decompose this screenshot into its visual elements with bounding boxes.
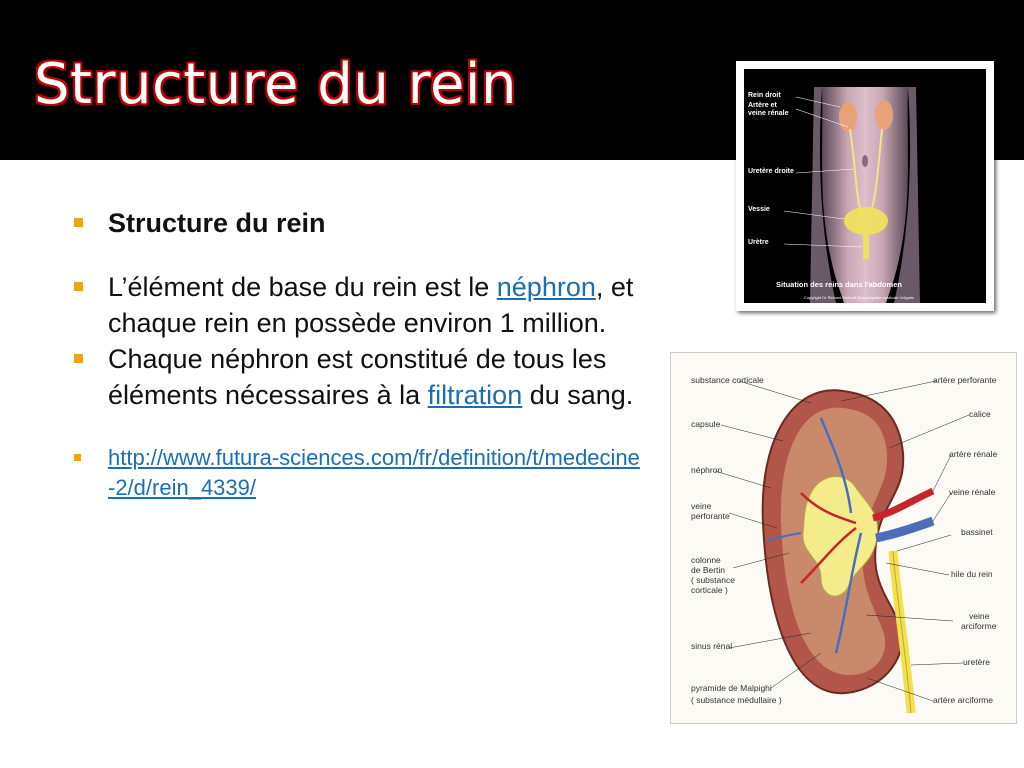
label-uretere-2: uretère bbox=[963, 657, 990, 667]
label-bassinet: bassinet bbox=[961, 527, 993, 537]
bullet-item bbox=[74, 269, 644, 341]
label-rein-droit: Rein droit bbox=[748, 92, 781, 99]
abdomen-figure bbox=[736, 61, 994, 311]
label-veine-perforante-2: perforante bbox=[691, 511, 730, 521]
bullet-text: du sang. bbox=[522, 380, 634, 410]
kidney-illustration bbox=[671, 353, 1016, 723]
nephron-link[interactable]: néphron bbox=[496, 272, 596, 302]
bullet-list bbox=[74, 205, 644, 503]
abdomen-image bbox=[744, 69, 986, 303]
label-colonne: colonne bbox=[691, 555, 721, 565]
label-de-bertin: de Bertin bbox=[691, 565, 726, 575]
bullet-item bbox=[74, 341, 644, 413]
bullet-marker bbox=[74, 354, 83, 363]
label-artere-arciforme: artère arciforme bbox=[933, 695, 993, 705]
label-capsule: capsule bbox=[691, 419, 721, 429]
bullet-marker bbox=[74, 218, 83, 227]
bullet-marker bbox=[74, 282, 83, 291]
label-pyramide: pyramide de Malpighi bbox=[691, 683, 772, 693]
label-uretere: Uretère droite bbox=[748, 168, 794, 175]
figure-copyright: Copyright Dr Richard Hartzoff-Encyclopédie médicale Vulgaris bbox=[804, 295, 915, 300]
futura-sciences-link[interactable]: http://www.futura-sciences.com/fr/definition/t/medecine-2/d/rein_4339/ bbox=[108, 445, 640, 500]
slide-title: Structure du rein bbox=[34, 52, 517, 117]
label-veine-renale: veine rénale bbox=[949, 487, 996, 497]
label-substance: ( substance bbox=[691, 575, 735, 585]
bullet-item bbox=[74, 205, 644, 241]
bullet-item bbox=[74, 443, 644, 503]
label-uretre: Urètre bbox=[748, 239, 769, 246]
kidney-diagram bbox=[670, 352, 1017, 724]
bullet-marker bbox=[74, 454, 81, 461]
label-corticale: corticale ) bbox=[691, 585, 728, 595]
label-veine-perforante: veine bbox=[691, 501, 712, 511]
label-vessie: Vessie bbox=[748, 206, 770, 213]
label-artere-perforante: artère perforante bbox=[933, 375, 997, 385]
bullet-text: L’élément de base du rein est le bbox=[108, 272, 497, 302]
label-veine-arciforme: veine bbox=[969, 611, 990, 621]
label-artere: Artère et bbox=[748, 102, 777, 109]
label-substance-medullaire: ( substance médullaire ) bbox=[691, 695, 782, 705]
bullet-text: , et chaque rein en possède environ 1 million. bbox=[108, 272, 634, 338]
label-artere-renale: artère rénale bbox=[949, 449, 998, 459]
bullet-text: Chaque néphron est constitué de tous les éléments nécessaires à la bbox=[108, 344, 607, 410]
label-veine: veine rénale bbox=[748, 110, 789, 117]
label-arciforme: arciforme bbox=[961, 621, 997, 631]
label-nephron: néphron bbox=[691, 465, 723, 475]
label-substance-corticale: substance corticale bbox=[691, 375, 764, 385]
label-hile-du-rein: hile du rein bbox=[951, 569, 993, 579]
abdomen-illustration bbox=[744, 69, 986, 303]
label-calice: calice bbox=[969, 409, 991, 419]
figure-caption: Situation des reins dans l'abdomen bbox=[776, 280, 902, 289]
filtration-link[interactable]: filtration bbox=[427, 380, 523, 410]
label-sinus-renal: sinus rénal bbox=[691, 641, 733, 651]
bullet-text: Structure du rein bbox=[108, 208, 326, 238]
